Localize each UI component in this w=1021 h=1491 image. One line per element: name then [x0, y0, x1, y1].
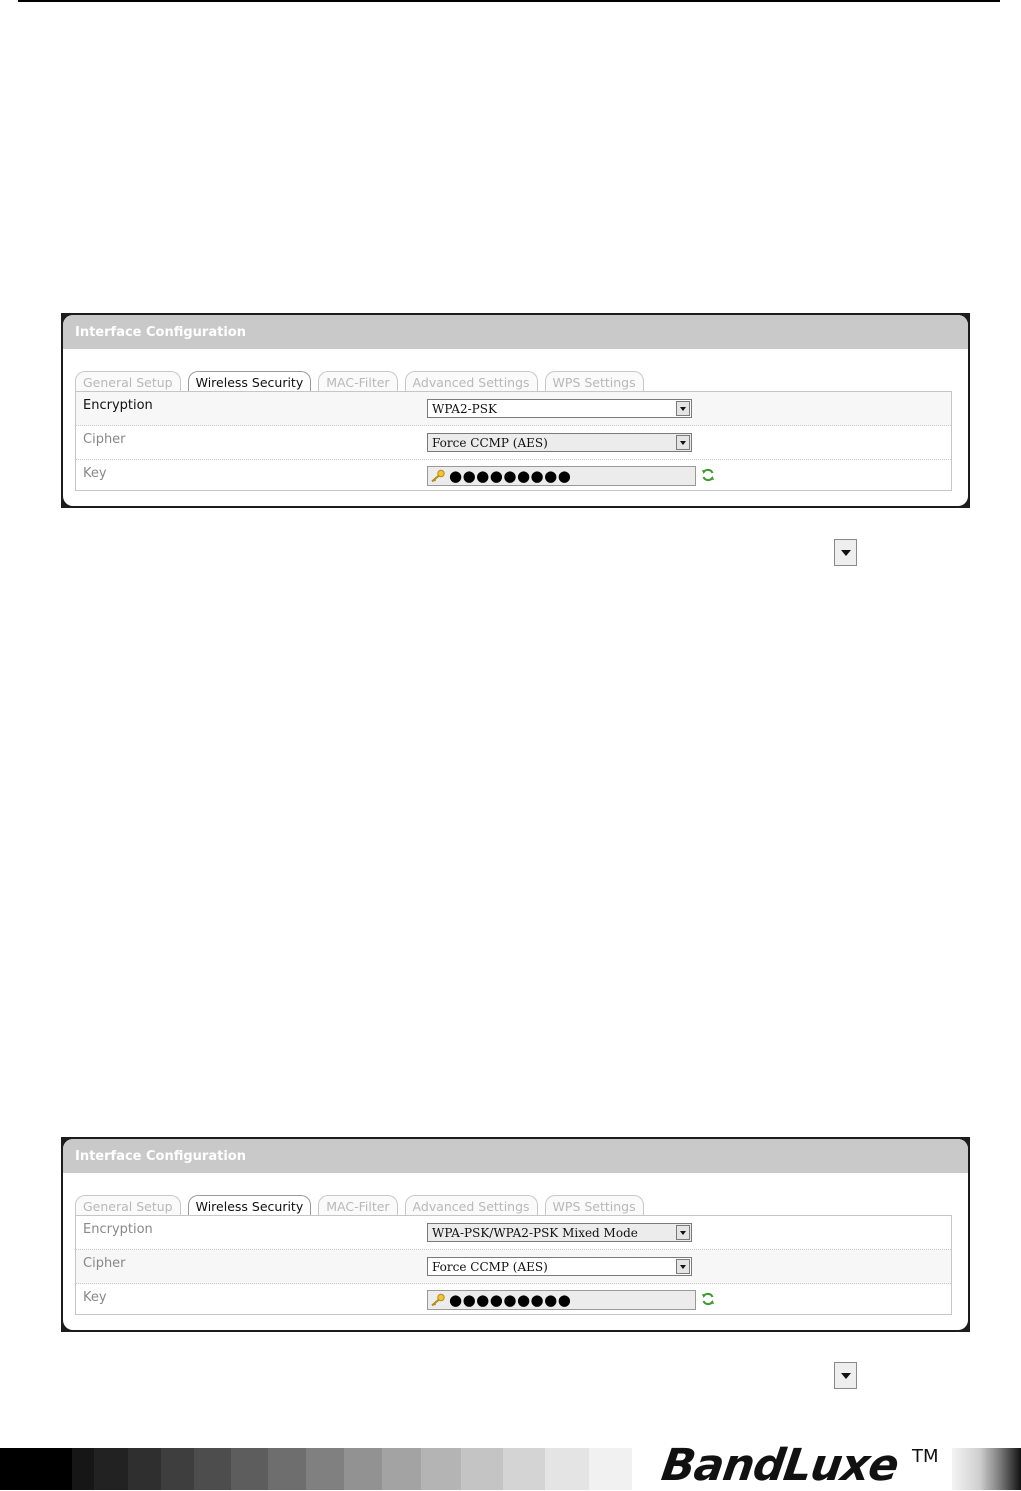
- cipher-row: [76, 426, 951, 460]
- footer-gradient: [952, 1448, 1021, 1490]
- grey-swatch: [194, 1448, 231, 1490]
- header-rule: [18, 0, 1000, 2]
- encryption-row: [76, 1216, 951, 1250]
- grey-swatch: [503, 1448, 545, 1490]
- refresh-icon[interactable]: [701, 468, 715, 482]
- grey-swatch: [231, 1448, 268, 1490]
- chevron-down-icon[interactable]: [676, 435, 690, 450]
- chevron-down-icon[interactable]: [676, 1259, 690, 1274]
- encryption-label: Encryption: [83, 1222, 153, 1237]
- tab-advanced-settings[interactable]: Advanced Settings: [405, 1195, 538, 1215]
- key-label: Key: [83, 466, 107, 481]
- encryption-select[interactable]: [427, 1223, 692, 1242]
- key-masked-value: ●●●●●●●●●: [449, 467, 572, 485]
- grey-swatch: [94, 1448, 128, 1490]
- key-label: Key: [83, 1290, 107, 1305]
- cipher-selected-value: Force CCMP (AES): [432, 436, 548, 450]
- tab-mac-filter[interactable]: MAC-Filter: [318, 1195, 397, 1215]
- tab-bar: [75, 1195, 644, 1215]
- bandluxe-logo: BandLuxe: [658, 1440, 902, 1491]
- tab-mac-filter[interactable]: MAC-Filter: [318, 371, 397, 391]
- wireless-security-form: [75, 1215, 952, 1315]
- chevron-down-icon: [834, 539, 857, 566]
- tab-wps-settings[interactable]: WPS Settings: [545, 1195, 644, 1215]
- grey-swatch: [306, 1448, 344, 1490]
- grey-swatch: [0, 1448, 72, 1490]
- interface-configuration-panel-2: [61, 1137, 970, 1332]
- encryption-selected-value: WPA-PSK/WPA2-PSK Mixed Mode: [432, 1226, 638, 1240]
- encryption-selected-value: WPA2-PSK: [432, 402, 497, 416]
- cipher-label: Cipher: [83, 1256, 126, 1271]
- key-masked-value: ●●●●●●●●●: [449, 1291, 572, 1309]
- wireless-security-form: [75, 391, 952, 491]
- encryption-row: [76, 392, 951, 426]
- encryption-label: Encryption: [83, 398, 153, 413]
- encryption-select[interactable]: [427, 399, 692, 418]
- tab-wps-settings[interactable]: WPS Settings: [545, 371, 644, 391]
- tab-general-setup[interactable]: General Setup: [75, 371, 181, 391]
- panel-title: Interface Configuration: [63, 315, 968, 349]
- grey-swatch: [382, 1448, 421, 1490]
- chevron-down-icon[interactable]: [676, 1225, 690, 1240]
- grey-swatch: [421, 1448, 461, 1490]
- tab-general-setup[interactable]: General Setup: [75, 1195, 181, 1215]
- chevron-down-icon: [834, 1362, 857, 1389]
- cipher-select[interactable]: [427, 1257, 692, 1276]
- key-row: [76, 1284, 951, 1317]
- grey-swatch: [128, 1448, 161, 1490]
- tab-wireless-security[interactable]: Wireless Security: [188, 1195, 312, 1215]
- cipher-select[interactable]: [427, 433, 692, 452]
- trademark-mark: TM: [912, 1446, 939, 1467]
- key-row: [76, 460, 951, 493]
- key-password-input[interactable]: [427, 1290, 696, 1310]
- grey-swatch: [589, 1448, 632, 1490]
- tab-wireless-security[interactable]: Wireless Security: [188, 371, 312, 391]
- panel-title: Interface Configuration: [63, 1139, 968, 1173]
- refresh-icon[interactable]: [701, 1292, 715, 1306]
- cipher-label: Cipher: [83, 432, 126, 447]
- key-icon: [430, 469, 446, 483]
- grey-swatch: [72, 1448, 94, 1490]
- grey-swatch: [461, 1448, 503, 1490]
- grey-swatch: [344, 1448, 382, 1490]
- grey-swatch: [161, 1448, 194, 1490]
- tab-bar: [75, 371, 644, 391]
- grey-swatch: [545, 1448, 589, 1490]
- cipher-selected-value: Force CCMP (AES): [432, 1260, 548, 1274]
- grey-swatch: [268, 1448, 306, 1490]
- chevron-down-icon[interactable]: [676, 401, 690, 416]
- key-password-input[interactable]: [427, 466, 696, 486]
- key-icon: [430, 1293, 446, 1307]
- interface-configuration-panel-1: [61, 313, 970, 508]
- cipher-row: [76, 1250, 951, 1284]
- tab-advanced-settings[interactable]: Advanced Settings: [405, 371, 538, 391]
